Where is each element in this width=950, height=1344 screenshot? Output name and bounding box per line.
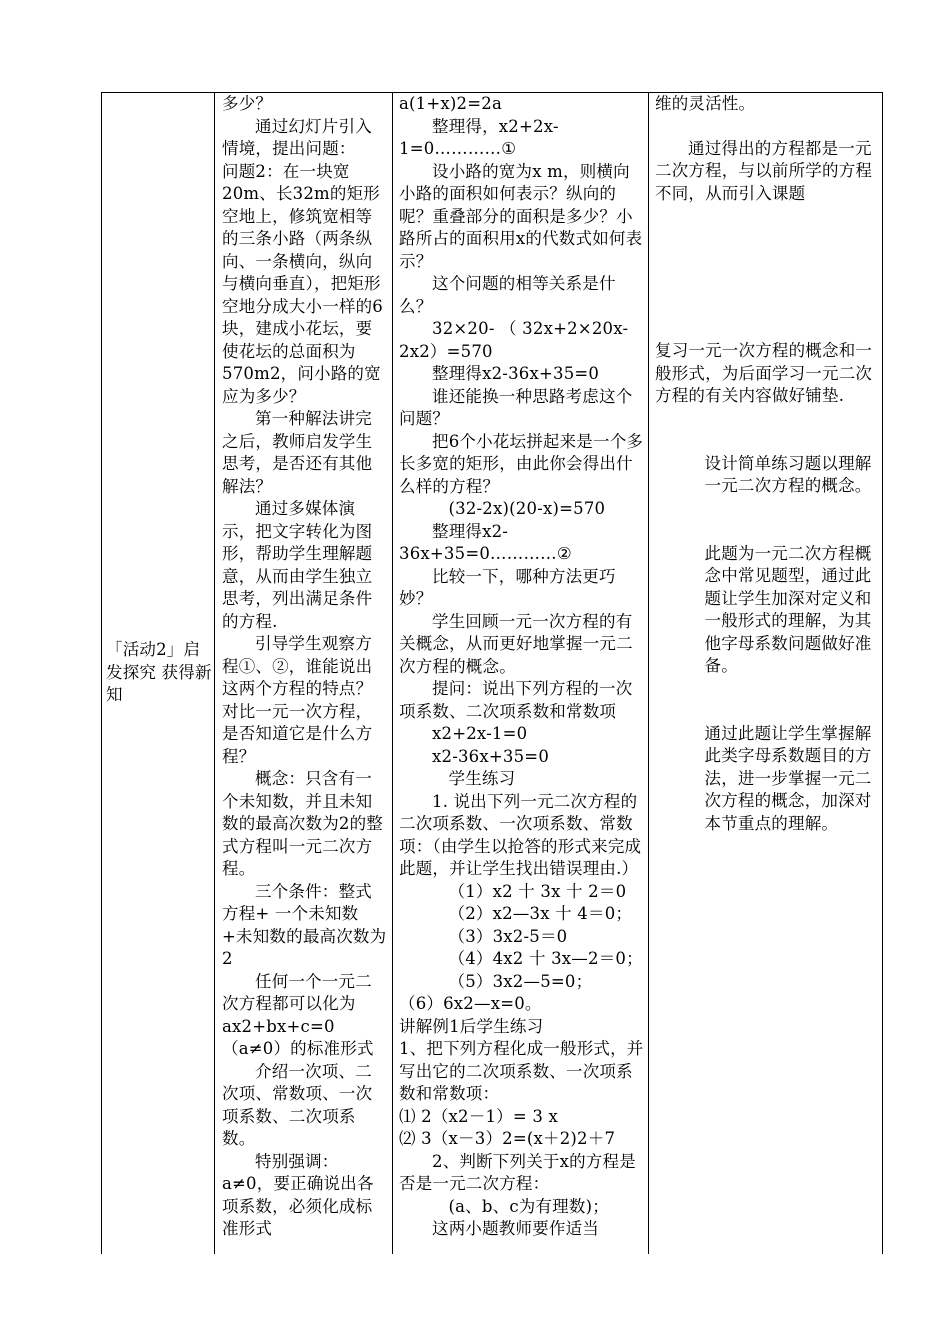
paragraph: 维的灵活性。 bbox=[655, 94, 756, 113]
paragraph: 学生练习 bbox=[448, 769, 516, 788]
activity-cell bbox=[106, 639, 212, 707]
paragraph: 此题为一元二次方程概念中常见题型，通过此题让学生加深对定义和一般形式的理解，为其他字母系数问题做好准备。 bbox=[704, 543, 872, 675]
column-divider bbox=[648, 93, 649, 1254]
paragraph: 第一种解法讲完之后，教师启发学生思考，是否还有其他解法？ bbox=[222, 409, 373, 496]
paragraph: (a、b、c为有理数)； bbox=[448, 1196, 609, 1216]
paragraph: 多少？ bbox=[222, 94, 273, 113]
exercise-item: （3）3x2-5＝0 bbox=[448, 926, 568, 946]
paragraph: 2、判断下列关于x的方程是否是一元二次方程： bbox=[399, 1151, 636, 1193]
paragraph: 通过幻灯片引入情境，提出问题： bbox=[222, 116, 372, 158]
exercise-item: （5）3x2—5=0； bbox=[448, 971, 593, 991]
paragraph: 设小路的宽为x m，则横向小路的面积如何表示？纵向的呢？重叠部分的面积是多少？小路所占的面积用x的代数式如何表示？ bbox=[399, 161, 643, 271]
activity-label: 「活动2」启发探究 获得新知 bbox=[106, 640, 212, 704]
paragraph: 讲解例1后学生练习 bbox=[399, 1016, 544, 1036]
paragraph: 复习一元一次方程的概念和一般形式，为后面学习一元二次方程的有关内容做好铺垫. bbox=[655, 341, 873, 405]
paragraph: 谁还能换一种思路考虑这个问题？ bbox=[399, 386, 633, 428]
exercise-item: （4）4x2 十 3x—2＝0； bbox=[448, 949, 643, 968]
student-activity-cell bbox=[399, 93, 644, 1241]
paragraph: 任何一个一元二次方程都可以化为 bbox=[222, 971, 372, 1013]
teacher-activity-cell bbox=[222, 93, 388, 1241]
equation: (32-2x)(20-x)=570 bbox=[448, 499, 606, 518]
exercise-1: 1. 说出下列一元二次方程的二次项系数、一次项系数、常数项：（由学生以抢答的形式来完成此题，并让学生找出错误理由.） bbox=[399, 791, 642, 878]
equation: ⑵ 3（x－3）2=(x＋2)2＋7 bbox=[399, 1129, 616, 1148]
lesson-table bbox=[101, 92, 883, 1254]
paragraph: 提问：说出下列方程的一次项系数、二次项系数和常数项 bbox=[399, 679, 633, 721]
equation: x2-36x+35=0 bbox=[432, 746, 550, 766]
equation: x2+2x-1=0 bbox=[432, 724, 528, 743]
equation: 整理得x2-36x+35=0…………② bbox=[399, 521, 572, 563]
paragraph: 介绍一次项、二次项、常数项、一次项系数、二次项系数。 bbox=[222, 1061, 373, 1148]
paragraph: 特别强调：a≠0，要正确说出各项系数，必须化成标准形式 bbox=[222, 1151, 374, 1238]
design-intent-cell bbox=[655, 93, 880, 835]
equation: 整理得，x2+2x-1=0…………① bbox=[399, 116, 559, 158]
equation: ⑴ 2（x2－1）= 3 x bbox=[399, 1106, 558, 1126]
exercise-item: （1）x2 十 3x 十 2＝0 bbox=[448, 881, 627, 901]
equation: 32×20- （ 32x+2×20x-2x2）=570 bbox=[399, 319, 629, 361]
paragraph: 通过此题让学生掌握解此类字母系数题目的方法，进一步掌握一元二次方程的概念，加深对本节重点的理解。 bbox=[704, 723, 872, 833]
problem-2: 问题2：在一块宽20m、长32m的矩形空地上，修筑宽相等的三条小路（两条纵向、一条横向，纵向与横向垂直），把矩形空地分成大小一样的6块，建成小花坛，要使花坛的总面积为570m2，问小路的宽应为多少？ bbox=[222, 161, 383, 406]
paragraph: 这两小题教师要作适当 bbox=[432, 1219, 599, 1238]
exercise-item: （2）x2—3x 十 4＝0； bbox=[448, 904, 633, 923]
column-divider bbox=[214, 93, 215, 1254]
exercise-item: （6）6x2—x=0。 bbox=[399, 994, 542, 1013]
paragraph: 通过得出的方程都是一元二次方程，与以前所学的方程不同，从而引入课题 bbox=[655, 138, 873, 203]
paragraph: 比较一下，哪种方法更巧妙？ bbox=[399, 566, 616, 608]
paragraph: 1、把下列方程化成一般形式，并写出它的二次项系数、一次项系数和常数项： bbox=[399, 1039, 644, 1103]
paragraph: 引导学生观察方程①、②，谁能说出这两个方程的特点？对比一元一次方程，是否知道它是什么方程？ bbox=[222, 634, 373, 766]
paragraph: 这个问题的相等关系是什么？ bbox=[399, 274, 616, 316]
equation: a(1+x)2=2a bbox=[399, 94, 502, 113]
concept-definition: 概念：只含有一个未知数，并且未知数的最高次数为2的整式方程叫一元二次方程。 bbox=[222, 769, 383, 878]
paragraph: 通过多媒体演示，把文字转化为图形，帮助学生理解题意，从而由学生独立思考，列出满足条件的方程. bbox=[222, 499, 373, 631]
equation: 整理得x2-36x+35=0 bbox=[432, 364, 600, 383]
column-divider bbox=[392, 93, 393, 1254]
paragraph: 三个条件：整式方程+ 一个未知数+未知数的最高次数为2 bbox=[222, 881, 387, 968]
paragraph: 设计简单练习题以理解一元二次方程的概念。 bbox=[704, 453, 872, 495]
paragraph: 把6个小花坛拼起来是一个多长多宽的矩形，由此你会得出什么样的方程？ bbox=[399, 431, 644, 496]
standard-form: ax2+bx+c=0（a≠0）的标准形式 bbox=[222, 1016, 374, 1058]
paragraph: 学生回顾一元一次方程的有关概念，从而更好地掌握一元二次方程的概念。 bbox=[399, 611, 633, 676]
